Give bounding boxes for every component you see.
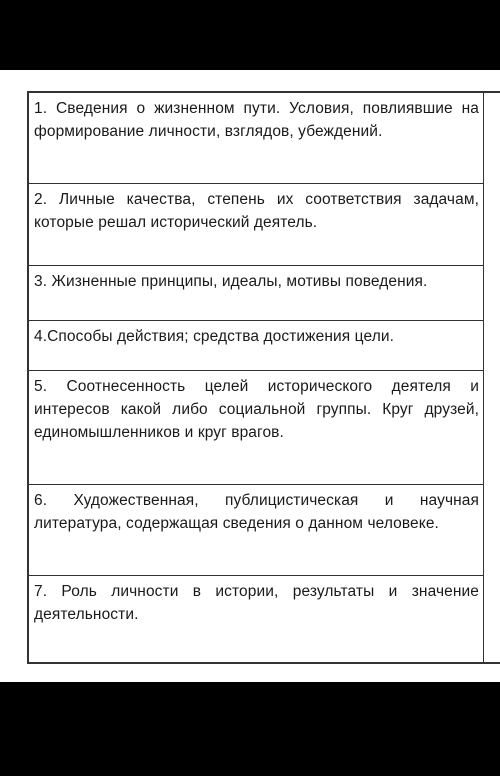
document-page — [0, 70, 500, 682]
table-row-3: 3. Жизненные принципы, идеалы, мотивы поведения. — [29, 266, 483, 321]
table-row-7: 7. Роль личности в истории, результаты и значение деятельности. — [34, 583, 479, 623]
table-row-1: 1. Сведения о жизненном пути. Условия, повлиявшие на формирование личности, взглядов, убеждений. — [29, 93, 483, 184]
table-row-6: 6. Художественная, публицистическая и научная литература, содержащая сведения о данном человеке. — [29, 485, 483, 576]
table-column-divider — [483, 93, 484, 662]
table-row-4: 4.Способы действия; средства достижения цели. — [29, 321, 483, 371]
table-row-5: 5. Соотнесенность целей исторического деятеля и интересов какой либо социальной группы. Круг друзей, единомышленников и круг врагов. — [29, 371, 483, 485]
criteria-table — [27, 91, 500, 664]
table-row-2: 2. Личные качества, степень их соответствия задачам, которые решал исторический деятель. — [29, 184, 483, 266]
